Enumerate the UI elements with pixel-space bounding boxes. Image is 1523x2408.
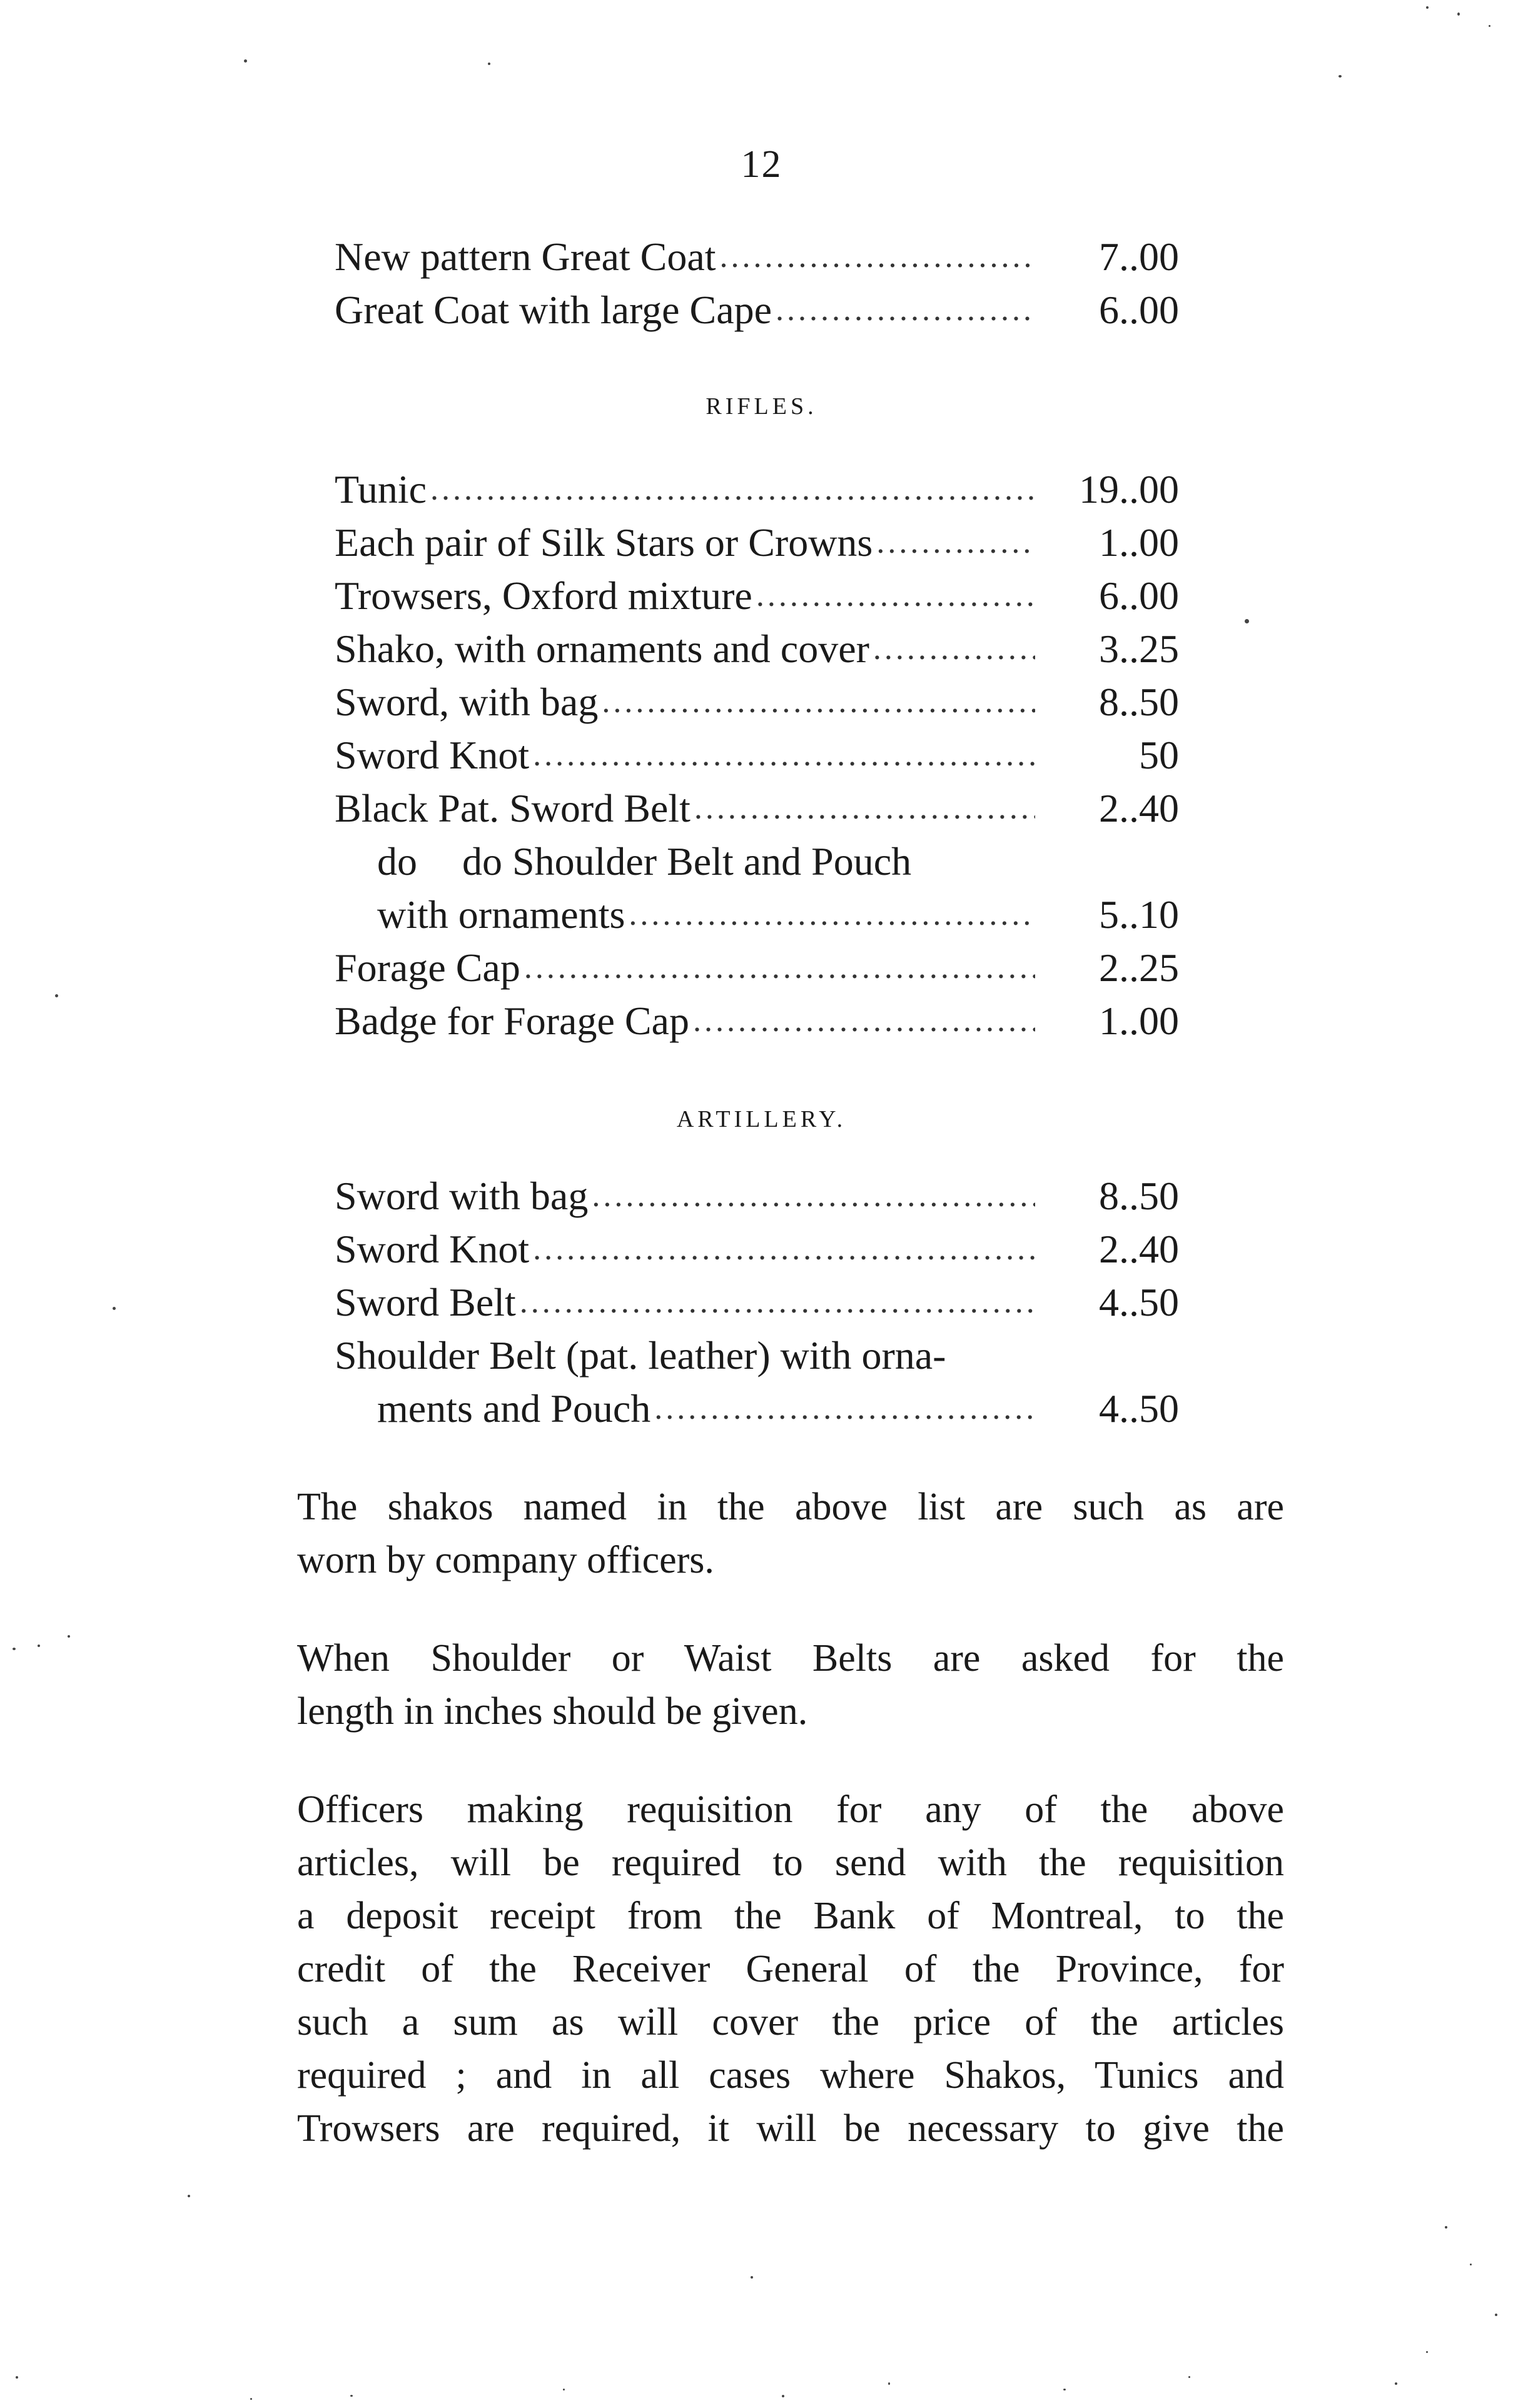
price-row bbox=[335, 283, 1198, 336]
price-row bbox=[335, 463, 1198, 516]
greatcoat-price-list bbox=[335, 230, 1198, 336]
item-label: Sword with bag bbox=[335, 1174, 589, 1218]
scan-speck bbox=[563, 2389, 565, 2390]
item-price: 6..00 bbox=[1099, 573, 1179, 618]
price-row bbox=[335, 1222, 1198, 1276]
dot-leader bbox=[876, 516, 1035, 569]
note-line: Officers making requisition for any of the above bbox=[297, 1788, 1284, 1831]
price-row bbox=[335, 622, 1198, 675]
scan-speck bbox=[782, 2395, 784, 2397]
scan-speck bbox=[1489, 25, 1490, 27]
note-line: The shakos named in the above list are such as are bbox=[297, 1486, 1284, 1528]
scan-speck bbox=[751, 2276, 753, 2279]
item-label: Trowsers, Oxford mixture bbox=[335, 573, 752, 618]
item-label: Sword Knot bbox=[335, 1227, 530, 1271]
price-row bbox=[335, 994, 1198, 1047]
item-label bbox=[335, 835, 911, 888]
note-paragraph bbox=[258, 1632, 1284, 1738]
note-paragraph bbox=[258, 1783, 1284, 2155]
dot-leader bbox=[693, 994, 1035, 1047]
ditto-mark: do bbox=[377, 839, 417, 884]
scan-speck bbox=[16, 2376, 18, 2379]
scan-speck bbox=[1063, 2389, 1066, 2390]
price-row-multiline-start bbox=[335, 835, 1198, 888]
note-line: length in inches should be given. bbox=[297, 1690, 808, 1733]
price-row-multiline-end bbox=[335, 888, 1198, 941]
price-row-multiline-end bbox=[335, 1382, 1198, 1435]
scan-speck bbox=[113, 1307, 116, 1310]
dot-leader bbox=[592, 1169, 1035, 1222]
item-label: New pattern Great Coat bbox=[335, 234, 716, 279]
price-row bbox=[335, 230, 1198, 283]
price-row bbox=[335, 1276, 1198, 1329]
scan-speck bbox=[250, 2398, 252, 2400]
price-row bbox=[335, 516, 1198, 569]
price-row bbox=[335, 728, 1198, 782]
note-line: such a sum as will cover the price of the articles bbox=[297, 2001, 1284, 2043]
page-number: 12 bbox=[741, 143, 782, 186]
item-price: 7..00 bbox=[1099, 234, 1179, 279]
dot-leader bbox=[756, 569, 1035, 622]
scan-speck bbox=[488, 63, 490, 65]
artillery-heading: ARTILLERY. bbox=[676, 1106, 847, 1132]
note-line: a deposit receipt from the Bank of Montreal, to the bbox=[297, 1895, 1284, 1937]
scan-speck bbox=[1495, 2314, 1497, 2316]
item-price: 6..00 bbox=[1099, 288, 1179, 332]
dot-leader bbox=[776, 283, 1035, 336]
item-price: 4..50 bbox=[1099, 1280, 1179, 1324]
notes-section bbox=[258, 1481, 1284, 2200]
price-row bbox=[335, 941, 1198, 994]
item-price: 3..25 bbox=[1099, 627, 1179, 671]
dot-leader bbox=[629, 888, 1035, 941]
scan-speck bbox=[1395, 2382, 1397, 2385]
item-label: Shoulder Belt (pat. leather) with orna- bbox=[335, 1333, 946, 1378]
item-label: Forage Cap bbox=[335, 945, 520, 990]
scan-speck bbox=[1457, 13, 1460, 16]
price-row bbox=[335, 1169, 1198, 1222]
dot-leader bbox=[694, 782, 1035, 835]
item-label: Great Coat with large Cape bbox=[335, 288, 772, 332]
note-line: required ; and in all cases where Shakos, Tunics and bbox=[297, 2054, 1284, 2097]
item-price: 50 bbox=[1139, 733, 1179, 777]
item-price: 2..40 bbox=[1099, 786, 1179, 830]
note-line: articles, will be required to send with the requisition bbox=[297, 1841, 1284, 1884]
item-price: 2..25 bbox=[1099, 945, 1179, 990]
item-label: Black Pat. Sword Belt bbox=[335, 786, 691, 830]
dot-leader bbox=[654, 1382, 1035, 1435]
scan-speck bbox=[244, 59, 247, 63]
price-row bbox=[335, 782, 1198, 835]
item-label: Sword, with bag bbox=[335, 680, 599, 724]
price-row bbox=[335, 569, 1198, 622]
item-label: ments and Pouch bbox=[377, 1386, 651, 1431]
note-paragraph bbox=[258, 1481, 1284, 1587]
item-price: 1..00 bbox=[1099, 999, 1179, 1043]
scan-speck bbox=[1470, 2264, 1472, 2265]
scan-speck bbox=[55, 994, 58, 997]
scan-speck bbox=[68, 1635, 70, 1638]
note-line: worn by company officers. bbox=[297, 1539, 714, 1581]
ditto-mark-continued: do Shoulder Belt and Pouch bbox=[462, 839, 912, 884]
item-label: with ornaments bbox=[377, 892, 625, 937]
scan-speck bbox=[1245, 619, 1249, 623]
artillery-price-list bbox=[335, 1169, 1198, 1435]
dot-leader bbox=[720, 230, 1035, 283]
price-row bbox=[335, 675, 1198, 728]
dot-leader bbox=[520, 1276, 1035, 1329]
dot-leader bbox=[533, 1222, 1035, 1276]
item-label: Badge for Forage Cap bbox=[335, 999, 689, 1043]
dot-leader bbox=[533, 728, 1035, 782]
dot-leader bbox=[524, 941, 1035, 994]
item-label: Shako, with ornaments and cover bbox=[335, 627, 869, 671]
note-line: Trowsers are required, it will be necessary to give the bbox=[297, 2107, 1284, 2150]
item-price: 8..50 bbox=[1099, 680, 1179, 724]
scan-speck bbox=[1188, 2376, 1190, 2378]
item-price: 2..40 bbox=[1099, 1227, 1179, 1271]
scan-speck bbox=[1426, 6, 1429, 9]
scan-speck bbox=[13, 1648, 16, 1650]
dot-leader bbox=[873, 622, 1035, 675]
rifles-price-list bbox=[335, 463, 1198, 1047]
item-label: Each pair of Silk Stars or Crowns bbox=[335, 520, 873, 565]
item-label: Sword Knot bbox=[335, 733, 530, 777]
scan-speck bbox=[188, 2195, 190, 2197]
item-price: 8..50 bbox=[1099, 1174, 1179, 1218]
scan-speck bbox=[350, 2395, 353, 2397]
note-line: credit of the Receiver General of the Province, for bbox=[297, 1948, 1284, 1990]
item-price: 19..00 bbox=[1079, 467, 1179, 511]
scan-speck bbox=[888, 2382, 890, 2385]
rifles-heading: RIFLES. bbox=[706, 393, 817, 420]
scan-speck bbox=[1426, 2351, 1428, 2353]
scan-speck bbox=[1445, 2226, 1447, 2229]
item-price: 5..10 bbox=[1099, 892, 1179, 937]
scan-speck bbox=[1338, 75, 1342, 78]
item-label: Tunic bbox=[335, 467, 427, 511]
dot-leader bbox=[602, 675, 1035, 728]
note-line: When Shoulder or Waist Belts are asked for the bbox=[297, 1637, 1284, 1680]
item-price: 1..00 bbox=[1099, 520, 1179, 565]
item-price: 4..50 bbox=[1099, 1386, 1179, 1431]
price-row-multiline-start bbox=[335, 1329, 1198, 1382]
item-label: Sword Belt bbox=[335, 1280, 516, 1324]
dot-leader bbox=[430, 463, 1035, 516]
scan-speck bbox=[38, 1645, 40, 1647]
